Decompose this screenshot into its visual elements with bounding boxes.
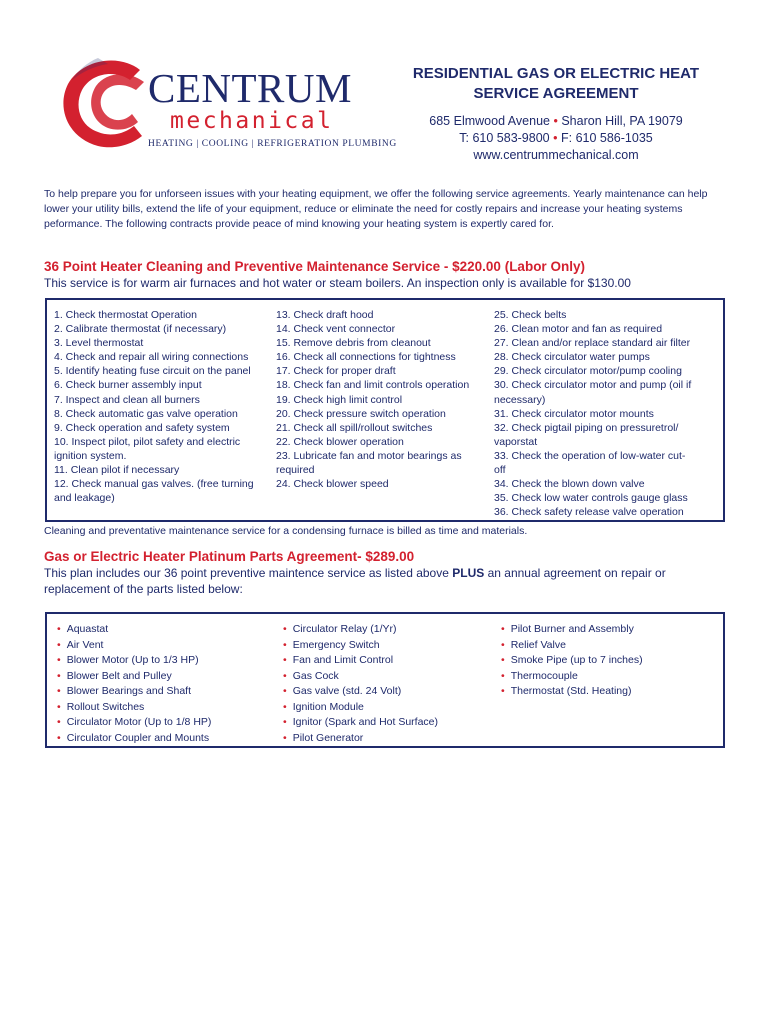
checklist-item: 27. Clean and/or replace standard air filter	[494, 337, 691, 350]
checklist-item: 13. Check draft hood	[276, 309, 374, 321]
checklist-item: 23. Lubricate fan and motor bearings as	[276, 449, 462, 462]
document-title-line2: SERVICE AGREEMENT	[473, 85, 639, 102]
checklist-column-1	[54, 308, 272, 505]
maintenance-checklist-box	[45, 298, 725, 522]
checklist-item: 28. Check circulator water pumps	[494, 351, 650, 364]
parts-list-item: • Thermostat (Std. Heating)	[501, 684, 711, 700]
maintenance-title: 36 Point Heater Cleaning and Preventive Maintenance Service - $220.00 (Labor Only)	[44, 259, 585, 274]
parts-list-item: • Ignition Module	[283, 700, 493, 716]
parts-list-item: • Pilot Generator	[283, 731, 493, 747]
separator: •	[553, 131, 558, 145]
platinum-desc-text: This plan includes our 36 point preventive maintence service as listed above	[44, 566, 453, 580]
parts-list-item: • Fan and Limit Control	[283, 653, 493, 669]
parts-column-1	[57, 622, 277, 746]
platinum-desc-bold: PLUS	[452, 566, 485, 580]
checklist-item: 11. Clean pilot if necessary	[54, 464, 180, 477]
checklist-item: 34. Check the blown down valve	[494, 478, 645, 491]
contact-line	[384, 130, 728, 147]
intro-paragraph: To help prepare you for unforseen issues with your heating equipment, we offer the following service agreements. Yearly maintenance can help lower your utility bills, extend the life of your equipment, reduce or eliminate the need for costly repairs and increase your heating systems peformance. The following contracts provide peace of mind knowing your heating system is expertly cared for.	[44, 188, 708, 230]
parts-list-item: • Relief Valve	[501, 638, 711, 654]
checklist-item: 20. Check pressure switch operation	[276, 407, 446, 420]
checklist-item: 30. Check circulator motor and pump (oil if	[494, 379, 692, 392]
checklist-item: vaporstat	[494, 435, 538, 448]
document-title-line1: RESIDENTIAL GAS OR ELECTRIC HEAT	[412, 65, 700, 82]
checklist-item: 14. Check vent connector	[276, 323, 396, 336]
checklist-item: 19. Check high limit control	[276, 393, 403, 406]
checklist-item: 1. Check thermostat Operation	[54, 309, 197, 321]
company-logo	[58, 52, 397, 152]
separator: •	[553, 114, 558, 128]
parts-list-item: • Blower Belt and Pulley	[57, 669, 277, 685]
checklist-item: ignition system.	[54, 449, 127, 462]
parts-list-item: • Emergency Switch	[283, 638, 493, 654]
parts-list-item: • Rollout Switches	[57, 700, 277, 716]
checklist-item: 7. Inspect and clean all burners	[54, 393, 200, 406]
checklist-item: 8. Check automatic gas valve operation	[54, 407, 238, 420]
parts-list-item: • Aquastat	[57, 622, 277, 638]
checklist-item: 3. Level thermostat	[54, 337, 144, 350]
parts-list-item: • Blower Motor (Up to 1/3 HP)	[57, 653, 277, 669]
street: 685 Elmwood Avenue	[429, 114, 550, 128]
checklist-item: 33. Check the operation of low-water cut-	[494, 449, 686, 462]
phone: T: 610 583-9800	[459, 131, 550, 145]
parts-list-item: • Blower Bearings and Shaft	[57, 684, 277, 700]
parts-list-box	[45, 612, 725, 748]
checklist-item: 31. Check circulator motor mounts	[494, 407, 654, 420]
checklist-item: required	[276, 464, 315, 477]
platinum-description	[44, 565, 704, 597]
checklist-item: 22. Check blower operation	[276, 435, 404, 448]
parts-list-item: • Circulator Motor (Up to 1/8 HP)	[57, 715, 277, 731]
document-header	[384, 64, 728, 164]
parts-column-3	[501, 622, 711, 700]
checklist-item: 35. Check low water controls gauge glass	[494, 492, 688, 505]
logo-tagline: HEATING | COOLING | REFRIGERATION PLUMBING	[148, 139, 397, 149]
checklist-item: 25. Check belts	[494, 309, 567, 321]
parts-list-item: • Circulator Coupler and Mounts	[57, 731, 277, 747]
platinum-desc-text-end: an annual agreement on repair or replacement of the parts listed below:	[44, 566, 666, 596]
checklist-column-2	[276, 308, 488, 491]
checklist-item: 16. Check all connections for tightness	[276, 351, 456, 364]
parts-list-item: • Circulator Relay (1/Yr)	[283, 622, 493, 638]
logo-subtitle: mechanical	[170, 108, 334, 134]
checklist-item: 6. Check burner assembly input	[54, 379, 202, 392]
parts-list-item: • Thermocouple	[501, 669, 711, 685]
website-link[interactable]: www.centrummechanical.com	[473, 148, 639, 162]
checklist-item: 15. Remove debris from cleanout	[276, 337, 431, 350]
checklist-item: 10. Inspect pilot, pilot safety and electric	[54, 435, 241, 448]
checklist-item: 24. Check blower speed	[276, 478, 389, 491]
logo-c-mark-icon	[58, 52, 158, 152]
checklist-item: 4. Check and repair all wiring connections	[54, 351, 249, 364]
parts-list-item: • Air Vent	[57, 638, 277, 654]
checklist-item: 2. Calibrate thermostat (if necessary)	[54, 323, 227, 336]
checklist-item: 21. Check all spill/rollout switches	[276, 421, 433, 434]
address-line	[384, 113, 728, 130]
checklist-item: 9. Check operation and safety system	[54, 421, 230, 434]
checklist-item: 36. Check safety release valve operation	[494, 506, 684, 519]
checklist-item: 32. Check pigtail piping on pressuretrol/	[494, 421, 679, 434]
city: Sharon Hill, PA 19079	[561, 114, 683, 128]
checklist-item: 29. Check circulator motor/pump cooling	[494, 365, 682, 378]
parts-column-2	[283, 622, 493, 746]
checklist-item: 18. Check fan and limit controls operation	[276, 379, 470, 392]
parts-list-item: • Ignitor (Spark and Hot Surface)	[283, 715, 493, 731]
parts-list-item: • Pilot Burner and Assembly	[501, 622, 711, 638]
fax: F: 610 586-1035	[560, 131, 653, 145]
checklist-item: 5. Identify heating fuse circuit on the panel	[54, 365, 251, 378]
checklist-item: 12. Check manual gas valves. (free turning	[54, 478, 254, 491]
logo-name: CENTRUM	[148, 65, 352, 111]
platinum-title: Gas or Electric Heater Platinum Parts Agreement- $289.00	[44, 549, 415, 564]
condensing-furnace-note: Cleaning and preventative maintenance service for a condensing furnace is billed as time and materials.	[44, 525, 528, 537]
checklist-item: and leakage)	[54, 492, 115, 505]
checklist-item: 17. Check for proper draft	[276, 365, 396, 378]
checklist-column-3	[494, 308, 712, 519]
checklist-item: necessary)	[494, 393, 546, 406]
checklist-item: 26. Clean motor and fan as required	[494, 323, 663, 336]
parts-list-item: • Smoke Pipe (up to 7 inches)	[501, 653, 711, 669]
parts-list-item: • Gas Cock	[283, 669, 493, 685]
parts-list-item: • Gas valve (std. 24 Volt)	[283, 684, 493, 700]
maintenance-description: This service is for warm air furnaces and hot water or steam boilers. An inspection only is available for $130.00	[44, 276, 631, 290]
checklist-item: off	[494, 464, 506, 477]
